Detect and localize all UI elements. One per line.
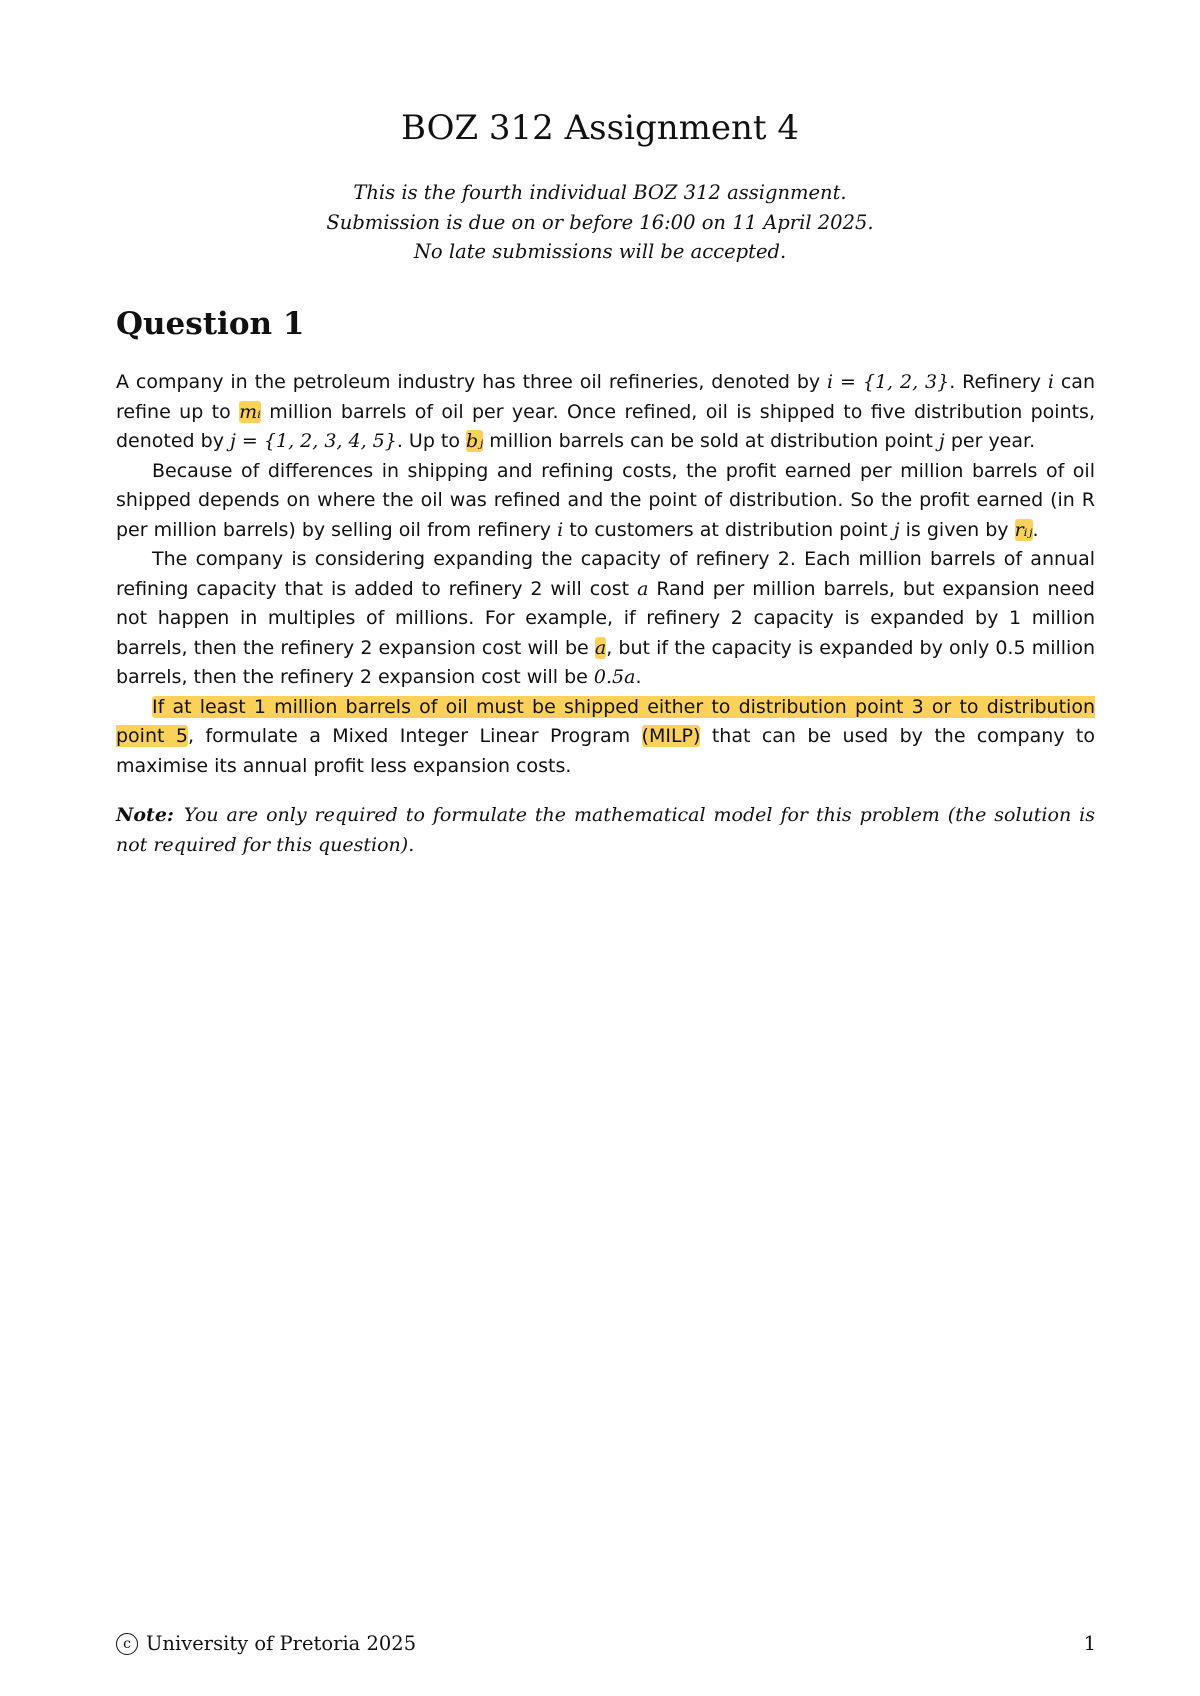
question-heading: Question 1	[116, 306, 305, 342]
text-span: can refine up to	[116, 371, 1095, 423]
copyright-icon: c	[116, 1633, 138, 1655]
assignment-subtitle	[0, 178, 1200, 267]
math-a-highlight: a	[594, 636, 607, 659]
text-span: A company in the petroleum industry has three oil refineries, denoted by	[116, 371, 828, 393]
text-span: .	[635, 666, 642, 688]
subtitle-line: No late submissions will be accepted.	[413, 240, 787, 263]
text-span: Rand per million barrels, but expansion need not happen in multiples of millions. For example, if refinery 2 capacity is expanded by 1 million barrels, then the refinery 2 expansion cost will be	[116, 577, 1095, 659]
math-b-j-highlight: bⱼ	[466, 430, 484, 452]
page-number: 1	[1083, 1632, 1096, 1655]
subtitle-line: Submission is due on or before 16:00 on 11 April 2025.	[326, 210, 874, 234]
text-span: Because of differences in shipping and refining costs, the profit earned per million barrels of oil shipped depends on where the oil was refined and the point of distribution. So the profit earned (in R per million barrels) by selling oil from refinery	[116, 459, 1095, 541]
text-span: million barrels of oil per year. Once refined, oil is shipped to five distribution points, denoted by	[116, 400, 1095, 452]
text-span: to customers at distribution point	[563, 518, 894, 541]
text-span: . Refinery	[949, 371, 1048, 393]
note-label: Note:	[116, 804, 174, 826]
paragraph-profit	[116, 457, 1095, 546]
math-j: j	[938, 430, 945, 452]
text-span: per year.	[944, 430, 1036, 452]
math-a: a	[637, 577, 649, 600]
text-span: .	[1032, 518, 1039, 541]
math-half-a: 0.5a	[593, 666, 636, 688]
note-text: You are only required to formulate the mathematical model for this problem (the solution is not required for this question).	[116, 804, 1095, 856]
note-paragraph	[116, 801, 1095, 860]
text-span: , formulate a Mixed Integer Linear Program	[187, 725, 642, 747]
text-span: is given by	[899, 518, 1015, 541]
highlighted-condition: If at least 1 million barrels of oil must be shipped either to distribution point 3 or to distribution point 5	[116, 695, 1095, 747]
text-span: . Up to	[396, 430, 467, 452]
paragraph-expansion	[116, 545, 1095, 693]
footer-institution: University of Pretoria 2025	[146, 1632, 417, 1655]
paragraph-refineries	[116, 368, 1095, 457]
math-m-i-highlight: mᵢ	[239, 400, 261, 423]
milp-highlight: (MILP)	[641, 725, 701, 747]
text-span: that can be used by the company to maximise its annual profit less expansion costs.	[116, 725, 1095, 777]
math-j-set: j = {1, 2, 3, 4, 5}	[230, 430, 397, 452]
subtitle-line: This is the fourth individual BOZ 312 assignment.	[353, 181, 847, 204]
footer-copyright	[116, 1632, 416, 1655]
math-j: j	[893, 518, 900, 541]
text-span: million barrels can be sold at distribution point	[483, 430, 939, 452]
page-title: BOZ 312 Assignment 4	[401, 108, 799, 148]
math-i-set: i = {1, 2, 3}	[827, 371, 950, 393]
text-span: , but if the capacity is expanded by only 0.5 million barrels, then the refinery 2 expansion cost will be	[116, 636, 1095, 688]
text-span: The company is considering expanding the capacity of refinery 2. Each million barrels of annual refining capacity that is added to refinery 2 will cost	[116, 548, 1095, 600]
math-i: i	[1047, 371, 1054, 393]
question-body	[116, 368, 1095, 879]
math-r-ij-highlight: rᵢⱼ	[1014, 518, 1033, 541]
paragraph-task	[116, 693, 1095, 782]
math-i: i	[557, 518, 564, 541]
